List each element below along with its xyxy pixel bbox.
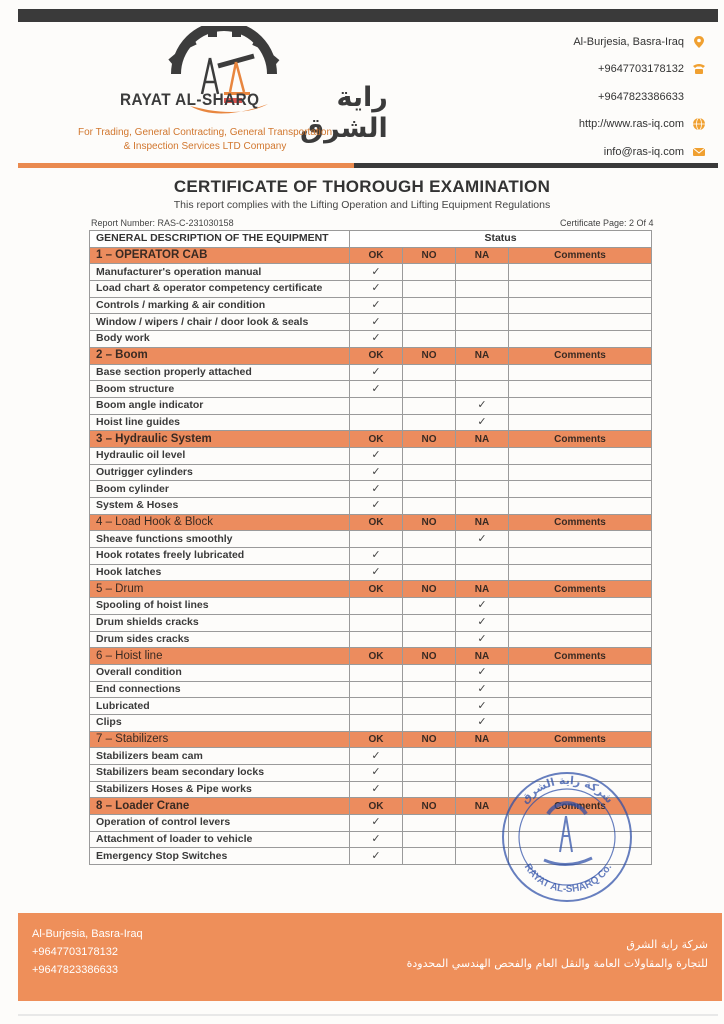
section-title: 6 – Hoist line <box>90 648 350 665</box>
section-header-row <box>90 581 652 598</box>
footer-phone-2: +9647823386633 <box>32 964 118 976</box>
status-na-cell <box>456 531 509 548</box>
status-na-cell <box>456 364 509 381</box>
status-ok-cell <box>350 498 403 515</box>
contact-phone-1 <box>466 56 706 84</box>
svg-text:RAYAT AL-SHARQ Co. <box>522 862 615 895</box>
checklist-row <box>90 264 652 281</box>
checklist-item-label: System & Hoses <box>90 498 350 515</box>
comments-cell <box>509 314 652 331</box>
status-ok-cell <box>350 664 403 681</box>
checklist-item-label: Drum sides cracks <box>90 631 350 648</box>
section-title: 1 – OPERATOR CAB <box>90 247 350 264</box>
section-col-ok: OK <box>350 247 403 264</box>
checkmark-icon: ✓ <box>371 749 381 762</box>
comments-cell <box>509 297 652 314</box>
status-no-cell <box>403 748 456 765</box>
checkmark-icon: ✓ <box>371 833 381 846</box>
checkmark-icon: ✓ <box>371 332 381 345</box>
checkmark-icon: ✓ <box>371 299 381 312</box>
checkmark-icon: ✓ <box>371 465 381 478</box>
section-col-no: NO <box>403 648 456 665</box>
section-col-no: NO <box>403 347 456 364</box>
status-ok-cell <box>350 464 403 481</box>
stamp-text-ar: شركة راية الشرق <box>518 773 616 806</box>
checklist-item-label: Drum shields cracks <box>90 614 350 631</box>
certificate-page: Certificate Page: 2 Of 4 <box>560 218 654 228</box>
checklist-row <box>90 531 652 548</box>
document-subtitle: This report complies with the Lifting Operation and Lifting Equipment Regulations <box>173 199 551 211</box>
checklist-item-label: Spooling of hoist lines <box>90 598 350 615</box>
section-header-row <box>90 731 652 748</box>
checkmark-icon: ✓ <box>477 399 487 412</box>
status-ok-cell <box>350 748 403 765</box>
checklist-item-label: Hoist line guides <box>90 414 350 431</box>
status-ok-cell <box>350 331 403 348</box>
status-ok-cell <box>350 631 403 648</box>
status-no-cell <box>403 281 456 298</box>
status-ok-cell <box>350 297 403 314</box>
comments-cell <box>509 564 652 581</box>
section-header-row <box>90 247 652 264</box>
section-col-comments: Comments <box>509 731 652 748</box>
comments-cell <box>509 264 652 281</box>
comments-cell <box>509 598 652 615</box>
contact-phone-2 <box>466 83 706 111</box>
checkmark-icon: ✓ <box>371 783 381 796</box>
comments-cell <box>509 631 652 648</box>
status-ok-cell <box>350 397 403 414</box>
comments-cell <box>509 464 652 481</box>
report-number: Report Number: RAS-C-231030158 <box>91 218 234 228</box>
section-col-na: NA <box>456 514 509 531</box>
status-no-cell <box>403 264 456 281</box>
checklist-row <box>90 681 652 698</box>
section-title: 8 – Loader Crane <box>90 798 350 815</box>
checklist-row <box>90 464 652 481</box>
checklist-item-label: Body work <box>90 331 350 348</box>
status-ok-cell <box>350 765 403 782</box>
comments-cell <box>509 414 652 431</box>
checklist-row <box>90 481 652 498</box>
status-no-cell <box>403 781 456 798</box>
checklist-item-label: Hook rotates freely lubricated <box>90 548 350 565</box>
comments-cell <box>509 498 652 515</box>
section-col-comments: Comments <box>509 247 652 264</box>
checklist-row <box>90 281 652 298</box>
checkmark-icon: ✓ <box>371 566 381 579</box>
address-text: Al-Burjesia, Basra-Iraq <box>573 35 684 48</box>
checkmark-icon: ✓ <box>477 666 487 679</box>
status-ok-cell <box>350 714 403 731</box>
status-na-cell <box>456 714 509 731</box>
status-na-cell <box>456 447 509 464</box>
status-ok-cell <box>350 781 403 798</box>
checkmark-icon: ✓ <box>371 282 381 295</box>
checkmark-icon: ✓ <box>477 532 487 545</box>
checklist-row <box>90 414 652 431</box>
status-na-cell <box>456 698 509 715</box>
table-header-row <box>90 231 652 248</box>
section-title: 5 – Drum <box>90 581 350 598</box>
section-col-ok: OK <box>350 581 403 598</box>
section-col-no: NO <box>403 514 456 531</box>
status-no-cell <box>403 548 456 565</box>
checkmark-icon: ✓ <box>371 766 381 779</box>
company-stamp <box>500 770 634 904</box>
status-no-cell <box>403 464 456 481</box>
checklist-item-label: Stabilizers beam cam <box>90 748 350 765</box>
status-ok-cell <box>350 614 403 631</box>
status-no-cell <box>403 481 456 498</box>
section-col-na: NA <box>456 798 509 815</box>
section-col-comments: Comments <box>509 648 652 665</box>
checklist-row <box>90 364 652 381</box>
section-col-ok: OK <box>350 431 403 448</box>
checkmark-icon: ✓ <box>371 482 381 495</box>
checkmark-icon: ✓ <box>371 849 381 862</box>
section-col-comments: Comments <box>509 431 652 448</box>
company-name-ar: راية الشرق <box>300 82 388 144</box>
checkmark-icon: ✓ <box>477 599 487 612</box>
status-ok-cell <box>350 815 403 832</box>
checklist-item-label: Hook latches <box>90 564 350 581</box>
comments-cell <box>509 714 652 731</box>
location-pin-icon <box>692 35 706 49</box>
status-ok-cell <box>350 281 403 298</box>
checklist-row <box>90 614 652 631</box>
section-col-ok: OK <box>350 514 403 531</box>
section-col-na: NA <box>456 648 509 665</box>
checkmark-icon: ✓ <box>371 365 381 378</box>
section-col-no: NO <box>403 431 456 448</box>
status-na-cell <box>456 748 509 765</box>
status-ok-cell <box>350 264 403 281</box>
checklist-row <box>90 631 652 648</box>
status-header: Status <box>350 231 652 248</box>
status-na-cell <box>456 314 509 331</box>
bottom-rule <box>18 1014 718 1016</box>
checklist-row <box>90 664 652 681</box>
status-no-cell <box>403 631 456 648</box>
checkmark-icon: ✓ <box>371 499 381 512</box>
comments-cell <box>509 481 652 498</box>
header-divider <box>18 163 718 168</box>
status-ok-cell <box>350 681 403 698</box>
checklist-item-label: Base section properly attached <box>90 364 350 381</box>
section-col-ok: OK <box>350 798 403 815</box>
status-ok-cell <box>350 314 403 331</box>
status-na-cell <box>456 281 509 298</box>
checklist-item-label: Boom cylinder <box>90 481 350 498</box>
footer-company-ar: شركة راية الشرق <box>626 938 708 951</box>
checklist-item-label: Stabilizers Hoses & Pipe works <box>90 781 350 798</box>
status-na-cell <box>456 297 509 314</box>
comments-cell <box>509 531 652 548</box>
section-col-na: NA <box>456 247 509 264</box>
comments-cell <box>509 381 652 398</box>
checkmark-icon: ✓ <box>371 816 381 829</box>
checklist-item-label: Boom angle indicator <box>90 397 350 414</box>
status-ok-cell <box>350 598 403 615</box>
status-na-cell <box>456 548 509 565</box>
section-header-row <box>90 431 652 448</box>
status-no-cell <box>403 714 456 731</box>
status-na-cell <box>456 681 509 698</box>
checklist-row <box>90 381 652 398</box>
comments-cell <box>509 698 652 715</box>
status-no-cell <box>403 531 456 548</box>
phone-1-text: +9647703178132 <box>598 63 684 76</box>
comments-cell <box>509 397 652 414</box>
tagline-line-1: For Trading, General Contracting, General Transportation <box>77 127 333 138</box>
company-tagline <box>52 126 358 154</box>
status-no-cell <box>403 698 456 715</box>
checkmark-icon: ✓ <box>477 632 487 645</box>
comments-cell <box>509 364 652 381</box>
footer-tagline-ar: للتجارة والمقاولات العامة والنقل العام والفحص الهندسي المحدودة <box>406 957 708 970</box>
mail-icon <box>692 145 706 159</box>
checkmark-icon: ✓ <box>371 449 381 462</box>
checklist-item-label: Load chart & operator competency certificate <box>90 281 350 298</box>
status-na-cell <box>456 397 509 414</box>
top-dark-bar <box>18 9 718 22</box>
page-footer <box>18 913 722 1001</box>
status-no-cell <box>403 765 456 782</box>
email-text[interactable]: info@ras-iq.com <box>603 145 684 158</box>
section-col-ok: OK <box>350 347 403 364</box>
checklist-item-label: Sheave functions smoothly <box>90 531 350 548</box>
status-ok-cell <box>350 698 403 715</box>
status-no-cell <box>403 681 456 698</box>
checklist-row <box>90 297 652 314</box>
status-no-cell <box>403 381 456 398</box>
contact-website[interactable] <box>466 111 706 139</box>
status-na-cell <box>456 414 509 431</box>
footer-contacts <box>32 925 143 979</box>
checkmark-icon: ✓ <box>371 549 381 562</box>
section-title: 3 – Hydraulic System <box>90 431 350 448</box>
section-title: 7 – Stabilizers <box>90 731 350 748</box>
checklist-row <box>90 331 652 348</box>
website-text[interactable]: http://www.ras-iq.com <box>578 118 684 131</box>
section-header-row <box>90 514 652 531</box>
checklist-item-label: Manufacturer's operation manual <box>90 264 350 281</box>
status-no-cell <box>403 498 456 515</box>
section-col-comments: Comments <box>509 514 652 531</box>
status-na-cell <box>456 464 509 481</box>
status-no-cell <box>403 414 456 431</box>
equipment-description-header: GENERAL DESCRIPTION OF THE EQUIPMENT <box>90 231 350 248</box>
status-no-cell <box>403 664 456 681</box>
checklist-item-label: Attachment of loader to vehicle <box>90 831 350 848</box>
section-title: 4 – Load Hook & Block <box>90 514 350 531</box>
section-col-no: NO <box>403 731 456 748</box>
comments-cell <box>509 548 652 565</box>
checkmark-icon: ✓ <box>477 415 487 428</box>
status-na-cell <box>456 481 509 498</box>
status-ok-cell <box>350 564 403 581</box>
status-na-cell <box>456 498 509 515</box>
section-col-no: NO <box>403 581 456 598</box>
phone-2-text: +9647823386633 <box>598 90 684 103</box>
status-na-cell <box>456 564 509 581</box>
checkmark-icon: ✓ <box>477 616 487 629</box>
contact-email[interactable] <box>466 138 706 166</box>
section-col-no: NO <box>403 247 456 264</box>
status-no-cell <box>403 331 456 348</box>
status-no-cell <box>403 447 456 464</box>
status-ok-cell <box>350 548 403 565</box>
status-no-cell <box>403 397 456 414</box>
section-header-row <box>90 648 652 665</box>
checklist-item-label: Boom structure <box>90 381 350 398</box>
checklist-row <box>90 447 652 464</box>
section-col-na: NA <box>456 581 509 598</box>
checklist-item-label: Emergency Stop Switches <box>90 848 350 865</box>
status-ok-cell <box>350 831 403 848</box>
checklist-item-label: Outrigger cylinders <box>90 464 350 481</box>
section-col-comments: Comments <box>509 798 652 815</box>
comments-cell <box>509 281 652 298</box>
globe-icon <box>692 117 706 131</box>
checklist-row <box>90 748 652 765</box>
status-ok-cell <box>350 447 403 464</box>
section-col-ok: OK <box>350 731 403 748</box>
checklist-row <box>90 548 652 565</box>
status-na-cell <box>456 631 509 648</box>
checklist-item-label: Window / wipers / chair / door look & seals <box>90 314 350 331</box>
stamp-text-en: RAYAT AL-SHARQ Co. <box>521 862 615 896</box>
section-col-no: NO <box>403 798 456 815</box>
status-na-cell <box>456 331 509 348</box>
checklist-row <box>90 598 652 615</box>
checklist-item-label: Operation of control levers <box>90 815 350 832</box>
section-col-comments: Comments <box>509 347 652 364</box>
status-ok-cell <box>350 848 403 865</box>
tagline-line-2: & Inspection Services LTD Company <box>123 141 287 152</box>
comments-cell <box>509 331 652 348</box>
footer-arabic <box>407 935 708 973</box>
checkmark-icon: ✓ <box>477 682 487 695</box>
status-no-cell <box>403 815 456 832</box>
checklist-row <box>90 397 652 414</box>
section-title: 2 – Boom <box>90 347 350 364</box>
status-ok-cell <box>350 364 403 381</box>
comments-cell <box>509 614 652 631</box>
status-ok-cell <box>350 414 403 431</box>
status-no-cell <box>403 848 456 865</box>
checklist-item-label: Controls / marking & air condition <box>90 297 350 314</box>
status-ok-cell <box>350 481 403 498</box>
comments-cell <box>509 664 652 681</box>
status-no-cell <box>403 297 456 314</box>
section-col-comments: Comments <box>509 581 652 598</box>
checklist-item-label: End connections <box>90 681 350 698</box>
checkmark-icon: ✓ <box>477 699 487 712</box>
phone-icon <box>692 62 706 76</box>
footer-address: Al-Burjesia, Basra-Iraq <box>32 928 143 940</box>
company-name-en: RAYAT AL-SHARQ <box>120 90 260 109</box>
status-no-cell <box>403 614 456 631</box>
comments-cell <box>509 681 652 698</box>
checklist-item-label: Lubricated <box>90 698 350 715</box>
checklist-item-label: Overall condition <box>90 664 350 681</box>
checkmark-icon: ✓ <box>477 716 487 729</box>
document-title: CERTIFICATE OF THOROUGH EXAMINATION <box>173 177 551 196</box>
checklist-item-label: Hydraulic oil level <box>90 447 350 464</box>
checkmark-icon: ✓ <box>371 265 381 278</box>
status-ok-cell <box>350 381 403 398</box>
checkmark-icon: ✓ <box>371 382 381 395</box>
section-header-row <box>90 347 652 364</box>
contact-block <box>466 28 706 166</box>
checklist-row <box>90 564 652 581</box>
checklist-item-label: Stabilizers beam secondary locks <box>90 765 350 782</box>
section-col-ok: OK <box>350 648 403 665</box>
comments-cell <box>509 447 652 464</box>
contact-address <box>466 28 706 56</box>
status-no-cell <box>403 564 456 581</box>
status-ok-cell <box>350 531 403 548</box>
status-no-cell <box>403 831 456 848</box>
status-na-cell <box>456 598 509 615</box>
status-na-cell <box>456 614 509 631</box>
status-na-cell <box>456 664 509 681</box>
status-no-cell <box>403 364 456 381</box>
checklist-row <box>90 714 652 731</box>
phone-2-spacer <box>692 90 706 104</box>
status-na-cell <box>456 381 509 398</box>
checklist-row <box>90 498 652 515</box>
status-na-cell <box>456 264 509 281</box>
section-col-na: NA <box>456 431 509 448</box>
section-col-na: NA <box>456 347 509 364</box>
checklist-row <box>90 314 652 331</box>
footer-phone-1: +9647703178132 <box>32 946 118 958</box>
status-no-cell <box>403 314 456 331</box>
checklist-row <box>90 698 652 715</box>
checkmark-icon: ✓ <box>371 315 381 328</box>
checklist-item-label: Clips <box>90 714 350 731</box>
comments-cell <box>509 748 652 765</box>
section-col-na: NA <box>456 731 509 748</box>
status-no-cell <box>403 598 456 615</box>
